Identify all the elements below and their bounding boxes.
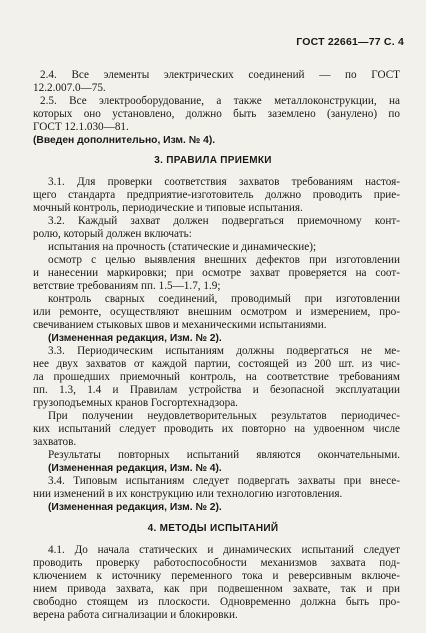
paragraph-line: 2.4. Все элементы электрических соединений — по ГОСТ	[40, 69, 400, 81]
paragraph-line: и нанесении маркировки; при осмотре захват проверяется на соот-	[33, 267, 400, 279]
paragraph-line: ветствие требованиям пп. 1.5—1.7, 1.9;	[33, 280, 221, 292]
amendment-note: (Измененная редакция, Изм. № 2).	[48, 333, 222, 344]
amendment-note: (Введен дополнительно, Изм. № 4).	[33, 135, 216, 146]
paragraph-line: 3.4. Типовым испытаниям следует подвергать захваты при внесе-	[48, 475, 400, 487]
amendment-note: (Измененная редакция, Изм. № 2).	[48, 502, 222, 513]
paragraph-line: 2.5. Все электрооборудование, а также металлоконструкции, на	[40, 95, 400, 107]
paragraph-line: 3.3. Периодическим испытаниям должны подвергаться не ме-	[48, 345, 400, 357]
paragraph-line: нием привода захвата, как при подвешенном захвате, так и при	[33, 583, 400, 595]
paragraph-line: контроль сварных соединений, проводимый при изготовлении	[48, 293, 400, 305]
paragraph-line: или ремонте, осуществляют внешним осмотром и измерением, про-	[33, 306, 400, 318]
section-title: 4. МЕТОДЫ ИСПЫТАНИЙ	[147, 523, 279, 534]
paragraph-line: проводить проверку работоспособности механизмов захвата под-	[33, 557, 400, 569]
paragraph-line: свечиванием стыковых швов и механическими испытаниями.	[33, 319, 327, 331]
paragraph-line: испытания на прочность (статические и динамические);	[48, 241, 317, 253]
paragraph-line: 12.2.007.0—75.	[33, 82, 106, 94]
paragraph-line: грузоподъемных кранов Госгортехнадзора.	[33, 397, 238, 409]
paragraph-line: 3.2. Каждый захват должен подвергаться приемочному конт-	[48, 215, 400, 227]
paragraph-line: 4.1. До начала статических и динамических испытаний следует	[48, 544, 400, 556]
paragraph-line: Результаты повторных испытаний являются окончательными.	[48, 449, 400, 461]
paragraph-line: ГОСТ 12.1.030—81.	[33, 121, 129, 133]
page-header: ГОСТ 22661—77 С. 4	[296, 36, 404, 48]
paragraph-line: которых оно установлено, должно быть заземлено (занулено) по	[33, 108, 400, 120]
paragraph-line: 3.1. Для проверки соответствия захватов требованиям настоя-	[48, 176, 400, 188]
paragraph-line: ла прошедших приемочный контроль, на соответствие требованиям	[33, 371, 400, 383]
paragraph-line: ролю, который должен включать:	[33, 228, 192, 240]
amendment-note: (Измененная редакция, Изм. № 4).	[48, 463, 222, 474]
paragraph-line: пп. 1.3, 1.4 и Правилам устройства и безопасной эксплуатации	[33, 384, 400, 396]
paragraph-line: верена работа сигнализации и блокировки.	[33, 609, 238, 621]
paragraph-line: При получении неудовлетворительных результатов периодичес-	[48, 410, 400, 422]
section-title: 3. ПРАВИЛА ПРИЕМКИ	[154, 155, 272, 166]
paragraph-line: мочный контроль, периодические и типовые испытания.	[33, 202, 303, 214]
paragraph-line: свободно стоящем из плоскости. Одновременно должна быть про-	[33, 596, 400, 608]
paragraph-line: ких испытаний следует проводить их повторно на удвоенном числе	[33, 423, 400, 435]
paragraph-line: осмотр с целью выявления внешних дефектов при изготовлении	[48, 254, 400, 266]
paragraph-line: нее двух захватов от каждой партии, состоящей из 200 шт. из чис-	[33, 358, 400, 370]
paragraph-line: нии изменений в их конструкцию или технологию изготовления.	[33, 488, 343, 500]
paragraph-line: ключением к источнику переменного тока и реверсивным включе-	[33, 570, 400, 582]
paragraph-line: щего стандарта предприятие-изготовитель должно проводить прие-	[33, 189, 400, 201]
paragraph-line: захватов.	[33, 436, 77, 448]
